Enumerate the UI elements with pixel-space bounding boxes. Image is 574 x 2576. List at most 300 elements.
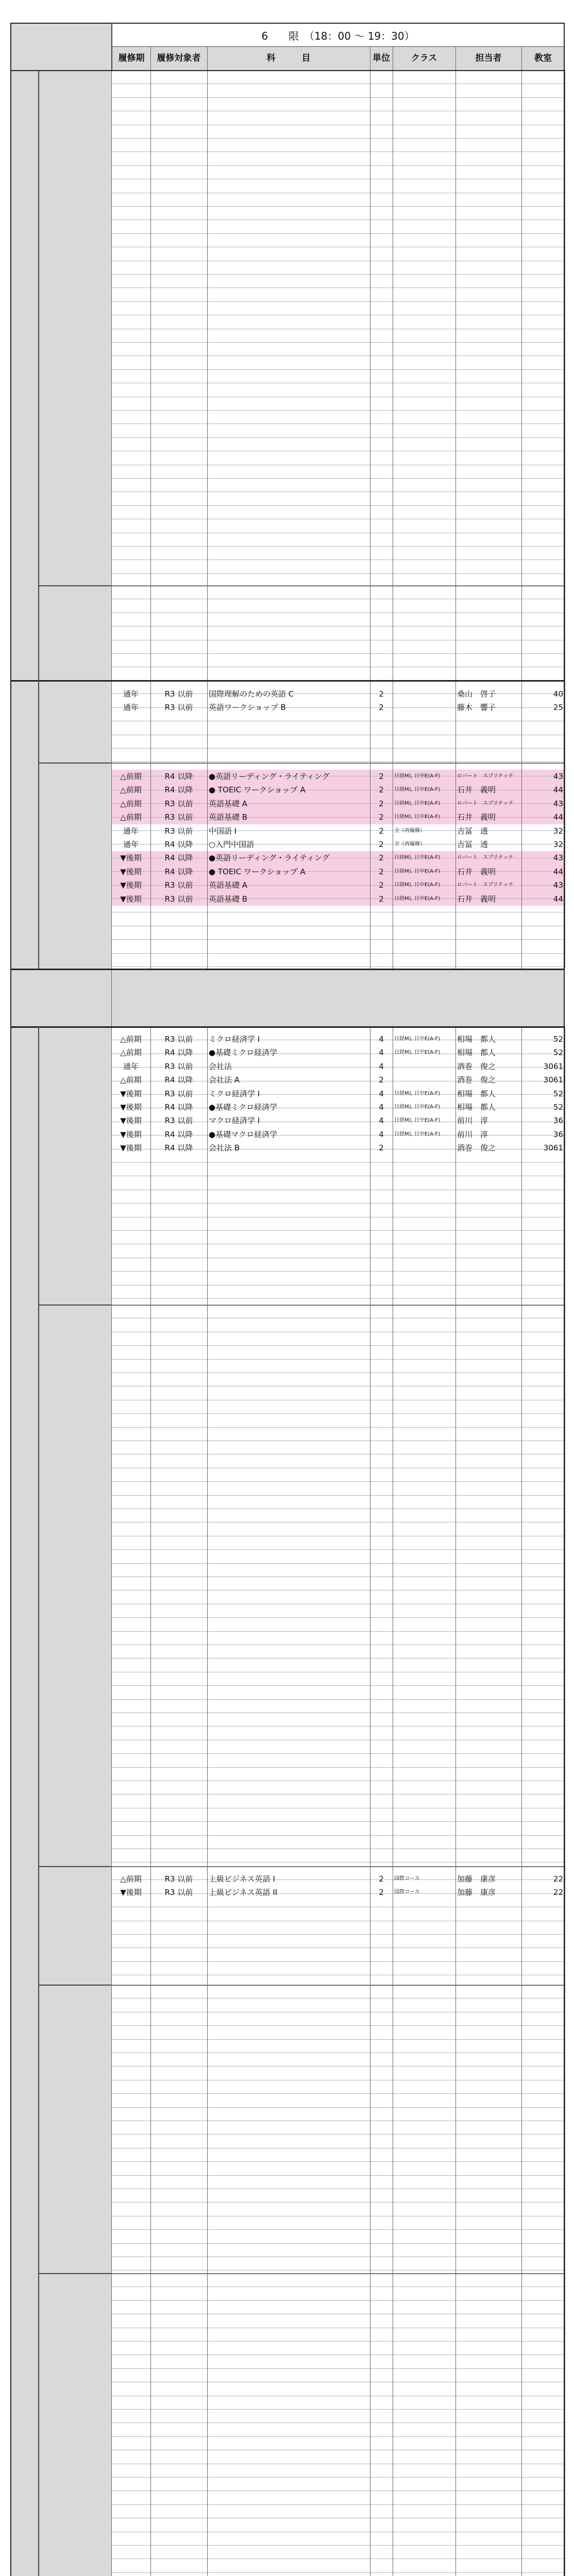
row-target: R3 以前	[164, 1089, 193, 1098]
grid-line	[207, 1026, 208, 1304]
grid-line	[150, 1866, 151, 1985]
row-class: 日経M), 日中E(A-F)	[394, 868, 440, 874]
row-class: 日経M), 日中E(A-F)	[394, 1131, 440, 1137]
grid-line	[521, 46, 522, 70]
grid-line	[455, 1304, 456, 1866]
grid-line	[455, 46, 456, 70]
grid-line	[111, 2341, 565, 2342]
row-term: △前期	[120, 812, 142, 822]
grid-line	[111, 2422, 565, 2423]
row-subject: ○入門中国語	[209, 840, 255, 849]
row-target: R4 以降	[164, 853, 193, 863]
grid-line	[150, 1026, 151, 1304]
grid-line	[150, 585, 151, 680]
grid-line	[111, 969, 112, 1026]
grid-line	[111, 1230, 565, 1231]
grid-line	[111, 138, 565, 139]
row-subject: 会社法	[209, 1061, 232, 1071]
subcategory-divider	[38, 762, 111, 764]
grid-line	[111, 165, 565, 166]
grid-line	[111, 1427, 565, 1428]
grid-line	[111, 1767, 565, 1768]
row-target: R3 以前	[164, 689, 193, 699]
row-room: 25	[553, 703, 563, 713]
row-room: 52	[553, 1103, 563, 1112]
row-room: 44	[553, 812, 563, 822]
row-term: △前期	[120, 1048, 142, 1058]
row-target: R3 以前	[164, 812, 193, 822]
grid-line	[111, 2229, 565, 2230]
row-class: 日経M), 日中E(A-F)	[394, 1090, 440, 1096]
grid-line	[111, 762, 565, 763]
row-subject: ●基礎マクロ経済学	[209, 1129, 278, 1139]
row-credit: 2	[379, 799, 384, 808]
row-subject: マクロ経済学 I	[209, 1116, 260, 1126]
row-credit: 2	[379, 880, 384, 890]
row-subject: ● TOEIC ワークショップ A	[209, 785, 306, 795]
grid-line	[111, 1685, 565, 1686]
row-teacher: ロバート スプリテッテ	[457, 773, 514, 779]
row-credit: 2	[379, 812, 384, 822]
row-term: ▼後期	[120, 1103, 142, 1112]
row-target: R4 以降	[164, 1143, 193, 1153]
grid-line	[521, 1985, 522, 2273]
row-teacher: ロバート スプリテッテ	[457, 855, 514, 861]
grid-line	[111, 761, 565, 762]
grid-line	[521, 1866, 522, 1985]
row-subject: 英語基礎 B	[209, 894, 248, 904]
grid-line	[207, 585, 208, 680]
grid-line	[111, 748, 565, 749]
row-credit: 2	[379, 840, 384, 849]
pe-row-bg	[111, 969, 565, 1026]
grid-line	[111, 1866, 112, 1985]
grid-line	[111, 2436, 565, 2437]
row-term: △前期	[120, 785, 142, 795]
row-credit: 2	[379, 1143, 384, 1153]
grid-line	[111, 1359, 565, 1360]
grid-line	[111, 2273, 112, 2576]
grid-line	[521, 70, 522, 585]
row-term: ▼後期	[120, 880, 142, 890]
row-teacher: 石井 義明	[457, 812, 496, 822]
grid-line	[111, 1821, 565, 1822]
row-class: 日経M), 日中E(A-F)	[394, 1104, 440, 1110]
grid-line	[111, 1631, 565, 1632]
row-credit: 2	[379, 785, 384, 795]
row-room: 3061	[543, 1143, 563, 1153]
row-teacher: 石井 義明	[457, 894, 496, 904]
row-target: R4 以降	[164, 1129, 193, 1139]
row-target: R3 以前	[164, 703, 193, 713]
grid-line	[111, 274, 565, 275]
row-target: R3 以前	[164, 1061, 193, 1071]
outer-border-top	[10, 23, 565, 24]
grid-line	[521, 1026, 522, 1304]
col-class-header: クラス	[411, 53, 437, 63]
grid-line	[111, 355, 565, 356]
row-credit: 2	[379, 689, 384, 699]
grid-line	[111, 2490, 565, 2491]
grid-line	[207, 70, 208, 585]
subcategory-divider	[38, 1304, 111, 1306]
grid-line	[111, 1866, 565, 1867]
row-term: 通年	[123, 840, 139, 849]
row-class: 日経M), 日中E(A-F)	[394, 882, 440, 888]
grid-line	[111, 97, 565, 98]
grid-line	[111, 1304, 565, 1305]
grid-line	[111, 2093, 565, 2094]
row-room: 32	[553, 826, 563, 836]
grid-line	[111, 1495, 565, 1496]
subcategory-divider	[38, 2273, 111, 2274]
row-room: 43	[553, 853, 563, 863]
day-title-bg	[10, 24, 111, 70]
grid-line	[111, 953, 565, 954]
grid-line	[455, 1985, 456, 2273]
row-subject: ●基礎ミクロ経済学	[209, 1048, 278, 1058]
grid-line	[111, 287, 565, 288]
col-term-header: 履修期	[118, 53, 145, 63]
row-term: ▼後期	[120, 1888, 142, 1897]
grid-line	[111, 1835, 565, 1836]
grid-line	[111, 680, 112, 762]
grid-line	[207, 1866, 208, 1985]
grid-line	[111, 1345, 565, 1346]
row-credit: 2	[379, 1874, 384, 1884]
row-room: 44	[553, 894, 563, 904]
grid-line	[111, 1481, 565, 1482]
row-term: △前期	[120, 1075, 142, 1085]
row-teacher: 相場 都人	[457, 1035, 496, 1044]
row-teacher: 吉冨 透	[457, 840, 488, 849]
grid-line	[455, 680, 456, 762]
grid-line	[111, 342, 565, 343]
row-credit: 2	[379, 853, 384, 863]
grid-line	[111, 2545, 565, 2546]
header-divider	[111, 24, 112, 70]
row-credit: 2	[379, 894, 384, 904]
row-teacher: ロバート スプリテッテ	[457, 800, 514, 806]
grid-line	[111, 410, 565, 411]
row-credit: 4	[379, 1103, 384, 1112]
grid-line	[455, 585, 456, 680]
grid-line	[111, 206, 565, 207]
col-credit-header: 単位	[373, 53, 390, 63]
row-room: 43	[553, 772, 563, 781]
category-divider	[10, 969, 565, 970]
grid-line	[111, 1203, 565, 1204]
subcategory-divider	[38, 1985, 111, 1986]
row-subject: ●基礎ミクロ経済学	[209, 1103, 278, 1112]
grid-line	[111, 369, 565, 370]
row-teacher: 酒巻 俊之	[457, 1143, 496, 1153]
grid-line	[207, 46, 208, 70]
row-teacher: 石井 義明	[457, 867, 496, 876]
grid-line	[150, 680, 151, 762]
grid-line	[111, 573, 565, 574]
row-target: R4 以降	[164, 840, 193, 849]
row-term: △前期	[120, 1874, 142, 1884]
row-room: 43	[553, 799, 563, 808]
grid-line	[111, 2243, 565, 2244]
row-term: ▼後期	[120, 867, 142, 876]
grid-line	[111, 2039, 565, 2040]
header-bottom-line	[10, 70, 565, 71]
row-subject: 会社法 A	[209, 1075, 240, 1085]
row-teacher: 相場 都人	[457, 1048, 496, 1058]
row-class: 日経M), 日中E(A-F)	[394, 895, 440, 902]
row-teacher: 加藤 康彦	[457, 1874, 496, 1884]
row-term: 通年	[123, 1061, 139, 1071]
category-divider	[10, 1026, 565, 1028]
row-credit: 2	[379, 826, 384, 836]
row-term: ▼後期	[120, 1089, 142, 1098]
row-teacher: 酒巻 俊之	[457, 1075, 496, 1085]
subcategory-divider	[38, 1866, 111, 1867]
grid-line	[111, 546, 565, 547]
category-divider	[10, 680, 565, 682]
grid-line	[111, 478, 565, 479]
grid-line	[111, 1372, 565, 1373]
grid-line	[111, 1162, 565, 1163]
row-subject: 上級ビジネス英語 II	[209, 1888, 278, 1897]
grid-line	[111, 1026, 112, 1304]
row-class: 日経M), 日中E(A-F)	[394, 1117, 440, 1124]
row-class: 全（再履修）	[394, 827, 425, 834]
row-credit: 4	[379, 1089, 384, 1098]
grid-line	[207, 1304, 208, 1866]
row-class: 日経M), 日中E(A-F)	[394, 787, 440, 793]
col-subject-header: 科 目	[266, 53, 311, 63]
row-term: ▼後期	[120, 1143, 142, 1153]
row-room: 44	[553, 785, 563, 795]
grid-line	[111, 1934, 565, 1935]
grid-line	[111, 2477, 565, 2478]
grid-line	[521, 762, 522, 969]
grid-line	[521, 585, 522, 680]
grid-line	[111, 1304, 112, 1866]
category-column-divider	[38, 1026, 39, 2576]
row-target: R4 以降	[164, 772, 193, 781]
row-subject: ミクロ経済学 I	[209, 1089, 260, 1098]
grid-line	[111, 1563, 565, 1564]
row-subject: 会社法 B	[209, 1143, 240, 1153]
grid-line	[111, 151, 565, 152]
row-class: 国際コース	[394, 1889, 420, 1895]
subcategory-divider	[38, 585, 111, 586]
grid-line	[111, 1271, 565, 1272]
grid-line	[111, 2504, 565, 2505]
row-subject: 英語ワークショップ B	[209, 703, 286, 713]
row-class: 日経M), 日中E(A-F)	[394, 1049, 440, 1056]
row-target: R3 以前	[164, 880, 193, 890]
row-credit: 2	[379, 703, 384, 713]
grid-line	[150, 2273, 151, 2576]
grid-line	[111, 2368, 565, 2369]
grid-line	[455, 1026, 456, 1304]
row-target: R3 以前	[164, 1035, 193, 1044]
row-class: 日経M), 日中E(A-F)	[394, 773, 440, 779]
row-subject: ●英語リーディング・ライティング	[209, 772, 330, 781]
row-room: 52	[553, 1089, 563, 1098]
row-subject: ミクロ経済学 I	[209, 1035, 260, 1044]
row-subject: 英語基礎 A	[209, 880, 248, 890]
grid-line	[111, 1961, 565, 1962]
grid-line	[455, 2273, 456, 2576]
row-target: R3 以前	[164, 1116, 193, 1126]
grid-line	[111, 1753, 565, 1754]
grid-line	[111, 423, 565, 424]
row-class: 国際コース	[394, 1876, 420, 1882]
category-column-divider	[38, 70, 39, 969]
row-room: 22	[553, 1888, 563, 1897]
row-room: 43	[553, 880, 563, 890]
grid-line	[150, 46, 151, 70]
grid-line	[111, 2558, 565, 2559]
row-room: 22	[553, 1874, 563, 1884]
grid-line	[111, 2273, 565, 2274]
row-class: 日経M), 日中E(A-F)	[394, 1036, 440, 1042]
grid-line	[111, 83, 565, 84]
grid-line	[207, 680, 208, 762]
row-term: △前期	[120, 1035, 142, 1044]
grid-line	[111, 2161, 565, 2162]
row-term: △前期	[120, 772, 142, 781]
row-term: 通年	[123, 703, 139, 713]
row-target: R4 以降	[164, 1075, 193, 1085]
grid-line	[111, 1298, 565, 1299]
row-target: R4 以降	[164, 1048, 193, 1058]
row-teacher: 吉冨 透	[457, 826, 488, 836]
outer-border-left	[10, 23, 11, 2576]
grid-line	[111, 1440, 565, 1441]
grid-line	[150, 762, 151, 969]
row-class: 日経M), 日中E(A-F)	[394, 855, 440, 861]
row-room: 52	[553, 1048, 563, 1058]
row-credit: 4	[379, 1035, 384, 1044]
row-term: 通年	[123, 689, 139, 699]
grid-line	[111, 2300, 565, 2301]
row-subject: 上級ビジネス英語 I	[209, 1874, 275, 1884]
row-room: 40	[553, 689, 563, 699]
grid-line	[111, 585, 565, 586]
category-column-bg	[10, 70, 111, 2576]
row-subject: ●英語リーディング・ライティング	[209, 853, 330, 863]
row-class: 全（再履修）	[394, 841, 425, 847]
grid-line	[455, 762, 456, 969]
row-term: ▼後期	[120, 1116, 142, 1126]
grid-line	[150, 70, 151, 585]
row-subject: 中国語 I	[209, 826, 237, 836]
row-target: R3 以前	[164, 826, 193, 836]
grid-line	[111, 585, 112, 680]
grid-line	[111, 2107, 565, 2108]
row-term: 通年	[123, 826, 139, 836]
grid-line	[521, 1304, 522, 1866]
grid-line	[111, 1617, 565, 1618]
grid-line	[111, 437, 565, 438]
row-room: 36	[553, 1116, 563, 1126]
row-teacher: 相場 都人	[457, 1089, 496, 1098]
grid-line	[111, 70, 112, 585]
grid-line	[111, 2286, 565, 2287]
grid-line	[111, 762, 112, 969]
row-room: 32	[553, 840, 563, 849]
grid-line	[111, 653, 565, 654]
grid-line	[111, 1699, 565, 1700]
row-teacher: 前川 淳	[457, 1116, 488, 1126]
row-credit: 4	[379, 1129, 384, 1139]
period-title: 6 限 （18：00 ～ 19：30）	[261, 29, 415, 42]
grid-line	[111, 2572, 565, 2573]
grid-line	[111, 2354, 565, 2355]
row-term: ▼後期	[120, 1129, 142, 1139]
row-target: R4 以降	[164, 785, 193, 795]
row-teacher: 加藤 康彦	[457, 1888, 496, 1897]
grid-line	[111, 1413, 565, 1414]
row-teacher: 前川 淳	[457, 1129, 488, 1139]
row-credit: 4	[379, 1061, 384, 1071]
row-subject: 英語基礎 A	[209, 799, 248, 808]
row-room: 3061	[543, 1061, 563, 1071]
grid-line	[111, 301, 565, 302]
grid-line	[111, 233, 565, 234]
row-teacher: 桑山 啓子	[457, 689, 496, 699]
row-room: 52	[553, 1035, 563, 1044]
grid-line	[521, 2273, 522, 2576]
row-credit: 4	[379, 1116, 384, 1126]
grid-line	[207, 2273, 208, 2576]
row-subject: 英語基礎 B	[209, 812, 248, 822]
row-target: R4 以降	[164, 867, 193, 876]
grid-line	[207, 1985, 208, 2273]
row-term: ▼後期	[120, 894, 142, 904]
header-line	[111, 46, 565, 47]
row-class: 日経M), 日中E(A-F)	[394, 814, 440, 820]
row-target: R3 以前	[164, 1888, 193, 1897]
grid-line	[111, 2409, 565, 2410]
row-target: R3 以前	[164, 799, 193, 808]
grid-line	[111, 1985, 112, 2273]
row-teacher: 石井 義明	[457, 785, 496, 795]
row-credit: 2	[379, 867, 384, 876]
col-room-header: 教室	[534, 53, 552, 63]
row-credit: 2	[379, 1075, 384, 1085]
row-target: R3 以前	[164, 1874, 193, 1884]
outer-border-right	[564, 23, 565, 2576]
grid-line	[207, 762, 208, 969]
row-target: R3 以前	[164, 894, 193, 904]
grid-line	[111, 2175, 565, 2176]
row-subject: ● TOEIC ワークショップ A	[209, 867, 306, 876]
grid-line	[111, 219, 565, 220]
row-target: R4 以降	[164, 1103, 193, 1112]
grid-line	[455, 1866, 456, 1985]
grid-line	[111, 505, 565, 506]
row-class: 日経M), 日中E(A-F)	[394, 800, 440, 806]
grid-line	[521, 680, 522, 762]
row-credit: 2	[379, 772, 384, 781]
grid-line	[455, 70, 456, 585]
grid-line	[150, 1304, 151, 1866]
row-term: ▼後期	[120, 853, 142, 863]
row-teacher: 相場 都人	[457, 1103, 496, 1112]
grid-line	[111, 1549, 565, 1550]
row-credit: 4	[379, 1048, 384, 1058]
row-room: 44	[553, 867, 563, 876]
row-teacher: 藤木 響子	[457, 703, 496, 713]
